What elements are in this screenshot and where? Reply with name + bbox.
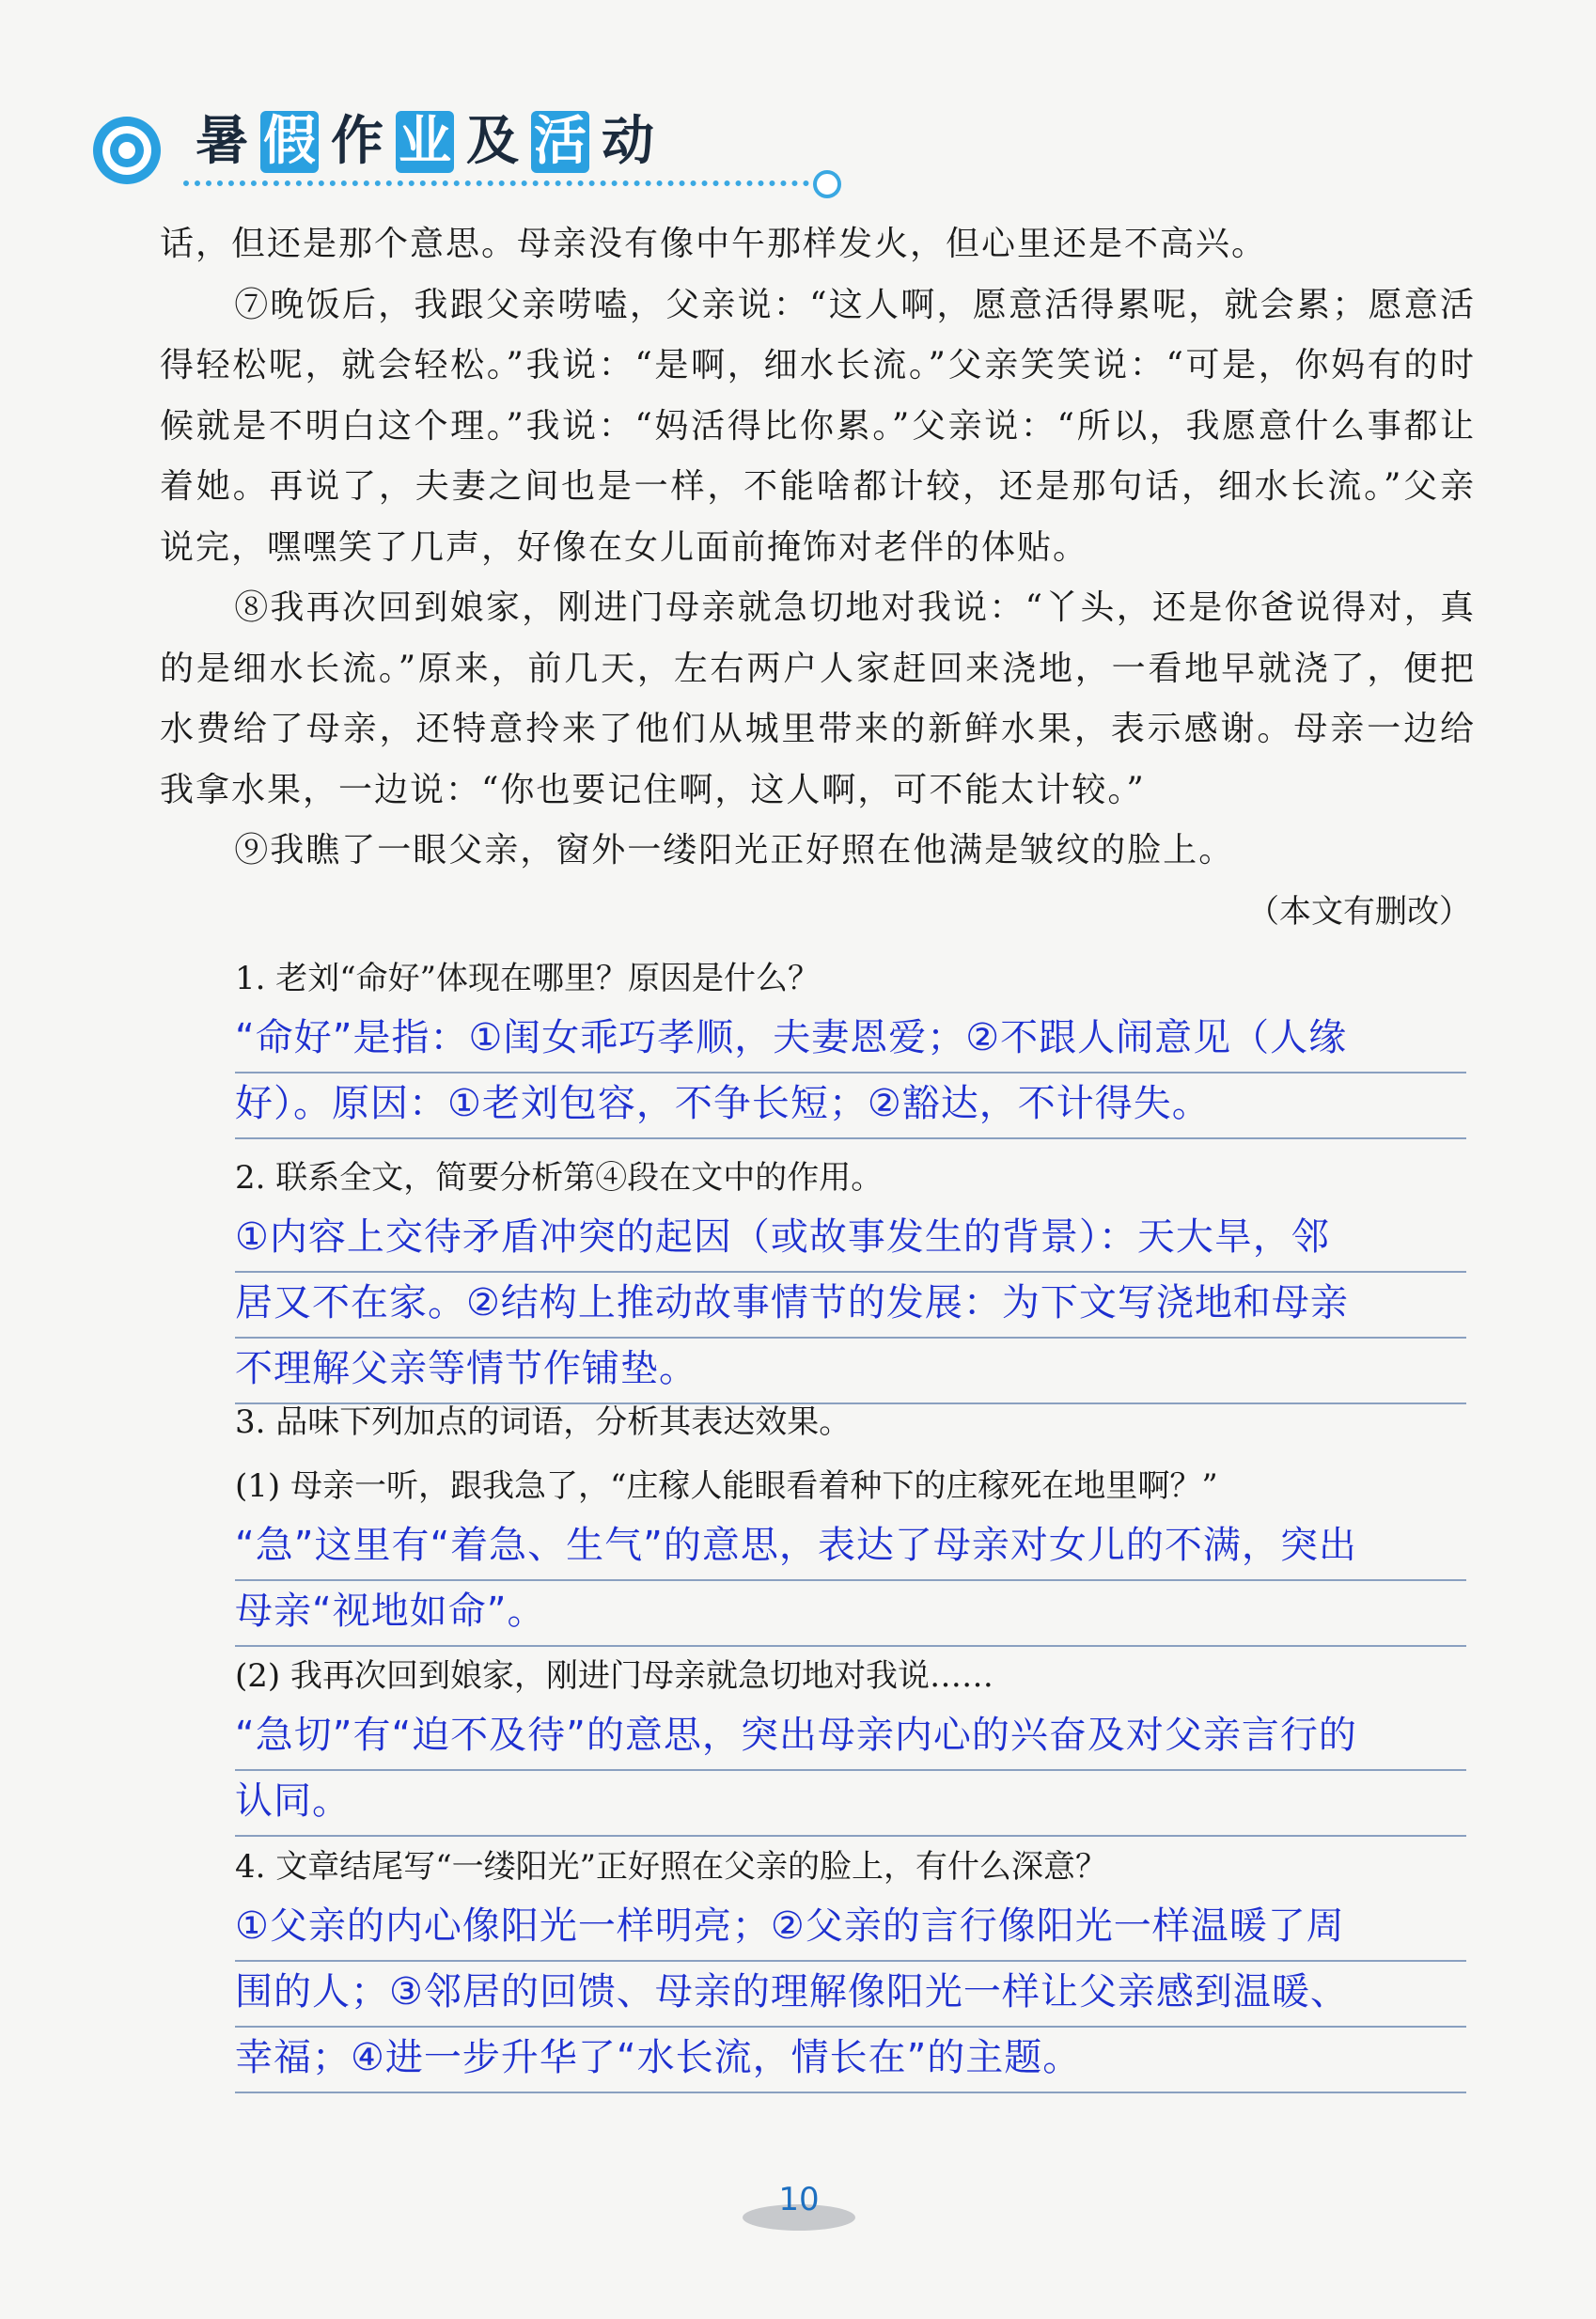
passage-paragraph: 话，但还是那个意思。母亲没有像中午那样发火，但心里还是不高兴。 — [160, 225, 1268, 263]
title-char: 及 — [466, 111, 519, 172]
target-logo-icon — [89, 113, 164, 188]
question-block-3-2 — [235, 1647, 1466, 1837]
answer-line: 不理解父亲等情节作铺垫。 — [235, 1339, 1466, 1404]
answer-line: ①内容上交待矛盾冲突的起因（或故事发生的背景）：天大旱，邻 — [235, 1207, 1466, 1273]
question-text: 2. 联系全文，简要分析第④段在文中的作用。 — [235, 1159, 884, 1197]
question-block-4 — [235, 1838, 1466, 2093]
title-char: 业 — [396, 111, 454, 173]
question-block-3 — [235, 1393, 1466, 1451]
page-header — [89, 103, 860, 207]
title-char: 作 — [331, 111, 383, 172]
question-block-2 — [235, 1149, 1466, 1404]
title-char: 活 — [531, 111, 589, 173]
question-text: 3. 品味下列加点的词语，分析其表达效果。 — [235, 1403, 852, 1441]
passage-paragraph: ⑨我瞧了一眼父亲，窗外一缕阳光正好照在他满是皱纹的脸上。 — [234, 831, 1235, 870]
answer-line: 母亲“视地如命”。 — [235, 1581, 1466, 1647]
question-text: (1) 母亲一听，跟我急了，“庄稼人能眼看着种下的庄稼死在地里啊？” — [235, 1467, 1218, 1505]
answer-line: 认同。 — [235, 1771, 1466, 1837]
question-block-3-1 — [235, 1457, 1466, 1647]
answer-line: 居又不在家。②结构上推动故事情节的发展：为下文写浇地和母亲 — [235, 1273, 1466, 1339]
title-char: 暑 — [196, 111, 248, 172]
answer — [235, 1896, 1466, 2093]
header-dotted-line — [183, 180, 832, 186]
question-text: 1. 老刘“命好”体现在哪里？原因是什么？ — [235, 960, 821, 997]
question-block-1 — [235, 949, 1466, 1139]
answer — [235, 1207, 1466, 1404]
title-char: 假 — [260, 111, 319, 173]
answer-line: “急切”有“迫不及待”的意思，突出母亲内心的兴奋及对父亲言行的 — [235, 1705, 1466, 1771]
answer-line: 围的人；③邻居的回馈、母亲的理解像阳光一样让父亲感到温暖、 — [235, 1962, 1466, 2028]
answer-line: “命好”是指：①闺女乖巧孝顺，夫妻恩爱；②不跟人闹意见（人缘 — [235, 1008, 1466, 1073]
title-char: 动 — [602, 111, 654, 172]
answer-line: “急”这里有“着急、生气”的意思，表达了母亲对女儿的不满，突出 — [235, 1515, 1466, 1581]
page-number: 10 — [778, 2181, 820, 2218]
answer — [235, 1515, 1466, 1647]
answer — [235, 1705, 1466, 1837]
answer — [235, 1008, 1466, 1139]
question-text: (2) 我再次回到娘家，刚进门母亲就急切地对我说…… — [235, 1657, 994, 1695]
header-end-circle-icon — [813, 170, 841, 198]
answer-line: 幸福；④进一步升华了“水长流，情长在”的主题。 — [235, 2028, 1466, 2093]
header-title — [193, 111, 657, 173]
answer-line: 好）。原因：①老刘包容，不争长短；②豁达，不计得失。 — [235, 1073, 1466, 1139]
source-note: （本文有删改） — [1247, 892, 1471, 931]
question-text: 4. 文章结尾写“一缕阳光”正好照在父亲的脸上，有什么深意？ — [235, 1848, 1108, 1886]
answer-line: ①父亲的内心像阳光一样明亮；②父亲的言行像阳光一样温暖了周 — [235, 1896, 1466, 1962]
passage-paragraph: ⑦晚饭后，我跟父亲唠嗑，父亲说：“这人啊，愿意活得累呢，就会累；愿意活得轻松呢，就会轻松。”我说：“是啊，细水长流。”父亲笑笑说：“可是，你妈有的时候就是不明白这个理。”我说：“妈活得比你累。”父亲说：“所以，我愿意什么事都让着她。再说了，夫妻之间也是一样，不能啥都计较，还是那句话，细水长流。”父亲说完，嘿嘿笑了几声，好像在女儿面前掩饰对老伴的体贴。 — [160, 285, 1476, 567]
passage-paragraph: ⑧我再次回到娘家，刚进门母亲就急切地对我说：“丫头，还是你爸说得对，真的是细水长流。”原来，前几天，左右两户人家赶回来浇地，一看地早就浇了，便把水费给了母亲，还特意拎来了他们从城里带来的新鲜水果，表示感谢。母亲一边给我拿水果，一边说：“你也要记住啊，这人啊，可不能太计较。” — [160, 588, 1476, 809]
passage — [160, 214, 1476, 942]
